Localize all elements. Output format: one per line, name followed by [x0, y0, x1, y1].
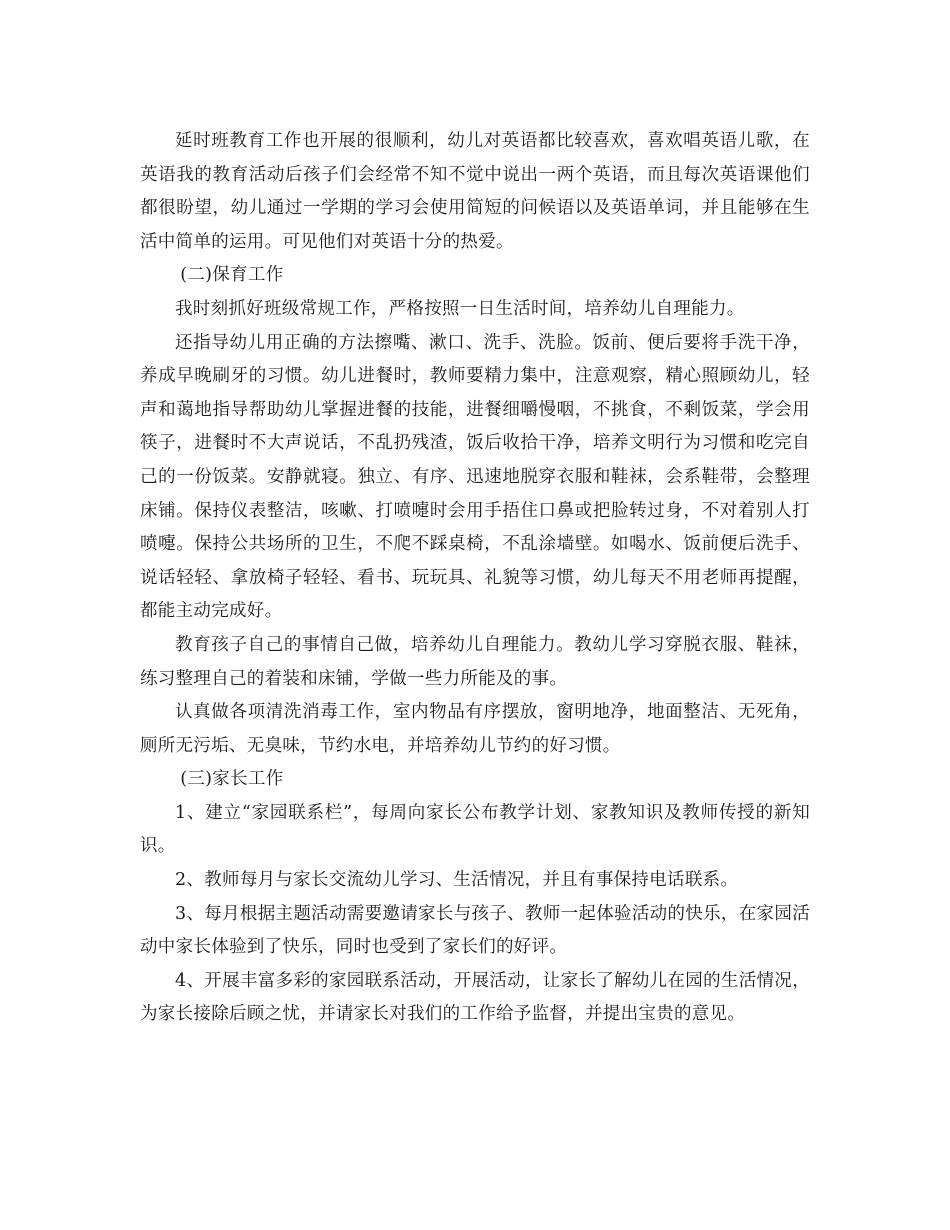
- paragraph-self-care: 教育孩子自己的事情自己做，培养幼儿自理能力。教幼儿学习穿脱衣服、鞋袜，练习整理自己的着装和床铺，学做一些力所能及的事。: [140, 634, 810, 689]
- section-heading-parent-work: (三)家长工作: [180, 769, 284, 790]
- paragraph-hygiene-habits: 还指导幼儿用正确的方法擦嘴、漱口、洗手、洗脸。饭前、便后要将手洗干净，养成早晚刷牙的习惯。幼儿进餐时，教师要精力集中，注意观察，精心照顾幼儿，轻声和蔼地指导帮助幼儿掌握进餐的技能，进餐细嚼慢咽，不挑食，不剩饭菜，学会用筷子，进餐时不大声说话，不乱扔残渣，饭后收拾干净，培养文明行为习惯和吃完自己的一份饭菜。安静就寝。独立、有序、迅速地脱穿衣服和鞋袜，会系鞋带，会整理床铺。保持仪表整洁，咳嗽、打喷嚏时会用手捂住口鼻或把脸转过身，不对着别人打喷嚏。保持公共场所的卫生，不爬不踩桌椅，不乱涂墙壁。如喝水、饭前便后洗手、说话轻轻、拿放椅子轻轻、看书、玩玩具、礼貌等习惯，幼儿每天不用老师再提醒，都能主动完成好。: [140, 332, 810, 622]
- paragraph-parent-item-3: 3、每月根据主题活动需要邀请家长与孩子、教师一起体验活动的快乐，在家园活动中家长体验到了快乐，同时也受到了家长们的好评。: [140, 903, 810, 958]
- section-heading-childcare: (二)保育工作: [180, 265, 284, 286]
- paragraph-parent-item-4: 4、开展丰富多彩的家园联系活动，开展活动，让家长了解幼儿在园的生活情况，为家长接除后顾之忧，并请家长对我们的工作给予监督，并提出宝贵的意见。: [140, 970, 810, 1025]
- paragraph-parent-item-2: 2、教师每月与家长交流幼儿学习、生活情况，并且有事保持电话联系。: [175, 870, 739, 891]
- paragraph-disinfection: 认真做各项清洗消毒工作，室内物品有序摆放，窗明地净，地面整洁、无死角，厕所无污垢、无臭味，节约水电，并培养幼儿节约的好习惯。: [140, 702, 810, 756]
- paragraph-routine: 我时刻抓好班级常规工作，严格按照一日生活时间，培养幼儿自理能力。: [175, 298, 745, 319]
- paragraph-parent-item-1: 1、建立“家园联系栏”，每周向家长公布教学计划、家教知识及教师传授的新知识。: [140, 802, 810, 857]
- paragraph-english-class: 延时班教育工作也开展的很顺利，幼儿对英语都比较喜欢，喜欢唱英语儿歌，在英语我的教育活动后孩子们会经常不知不觉中说出一两个英语，而且每次英语课他们都很盼望，幼儿通过一学期的学习会使用简短的问候语以及英语单词，并且能够在生活中简单的运用。可见他们对英语十分的热爱。: [140, 131, 810, 252]
